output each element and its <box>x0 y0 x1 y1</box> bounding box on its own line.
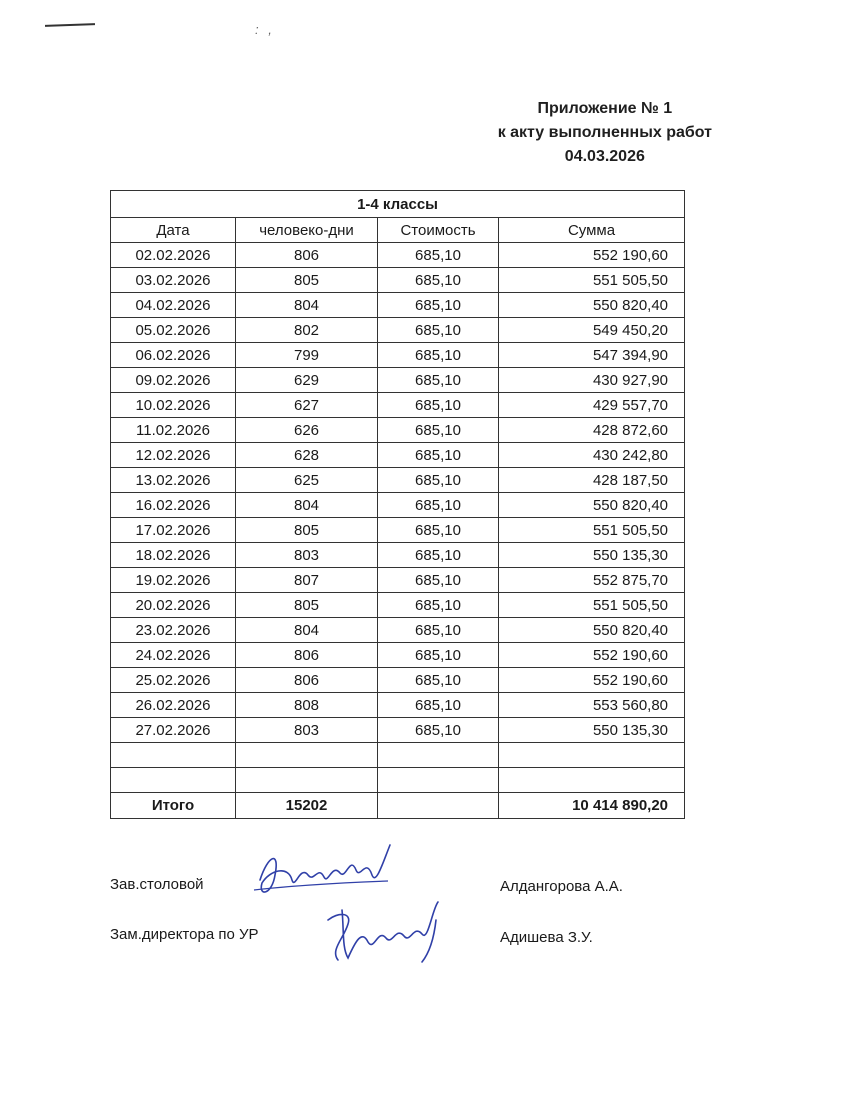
sum-cell: 428 187,50 <box>499 468 685 493</box>
sum-cell: 551 505,50 <box>499 593 685 618</box>
person-days-cell: 628 <box>236 443 378 468</box>
cost-cell: 685,10 <box>378 618 499 643</box>
appendix-title: Приложение № 1 <box>537 100 673 117</box>
manager-role: Зав.столовой <box>110 876 204 893</box>
deputy-signature <box>318 890 458 970</box>
scan-artifact-line <box>45 23 95 27</box>
table-row <box>111 293 685 318</box>
cost-cell: 685,10 <box>378 693 499 718</box>
date-cell: 19.02.2026 <box>111 568 236 593</box>
person-days-cell: 802 <box>236 318 378 343</box>
cost-cell: 685,10 <box>378 343 499 368</box>
table-row <box>111 268 685 293</box>
table-row <box>111 668 685 693</box>
cost-cell: 685,10 <box>378 568 499 593</box>
empty-row <box>111 743 685 768</box>
column-header-cost: Стоимость <box>378 218 499 243</box>
deputy-role: Зам.директора по УР <box>110 926 259 943</box>
person-days-cell: 805 <box>236 268 378 293</box>
empty-row <box>111 768 685 793</box>
sum-cell: 553 560,80 <box>499 693 685 718</box>
sum-cell: 428 872,60 <box>499 418 685 443</box>
person-days-cell: 625 <box>236 468 378 493</box>
person-days-cell: 804 <box>236 293 378 318</box>
person-days-cell: 629 <box>236 368 378 393</box>
total-days: 15202 <box>236 793 378 819</box>
table-row <box>111 318 685 343</box>
empty-cell <box>378 743 499 768</box>
date-cell: 09.02.2026 <box>111 368 236 393</box>
column-header-date: Дата <box>111 218 236 243</box>
person-days-cell: 804 <box>236 618 378 643</box>
person-days-cell: 803 <box>236 718 378 743</box>
sum-cell: 552 190,60 <box>499 668 685 693</box>
sum-cell: 550 820,40 <box>499 493 685 518</box>
table-row <box>111 393 685 418</box>
person-days-cell: 806 <box>236 643 378 668</box>
sum-cell: 551 505,50 <box>499 518 685 543</box>
scan-artifact-dots: : , <box>255 22 275 37</box>
person-days-cell: 803 <box>236 543 378 568</box>
person-days-cell: 807 <box>236 568 378 593</box>
table-row <box>111 518 685 543</box>
sum-cell: 429 557,70 <box>499 393 685 418</box>
sum-cell: 552 875,70 <box>499 568 685 593</box>
empty-cell <box>499 768 685 793</box>
empty-cell <box>378 768 499 793</box>
empty-cell <box>236 768 378 793</box>
date-cell: 23.02.2026 <box>111 618 236 643</box>
empty-cell <box>236 743 378 768</box>
column-header-person-days: человеко-дни <box>236 218 378 243</box>
table-row <box>111 643 685 668</box>
document-header <box>498 97 712 169</box>
cost-cell: 685,10 <box>378 643 499 668</box>
date-cell: 25.02.2026 <box>111 668 236 693</box>
total-cost <box>378 793 499 819</box>
appendix-subtitle: к акту выполненных работ <box>497 124 712 141</box>
table-title: 1-4 классы <box>111 191 685 218</box>
date-cell: 10.02.2026 <box>111 393 236 418</box>
appendix-date: 04.03.2026 <box>564 148 645 165</box>
deputy-name: Адишева З.У. <box>500 929 593 946</box>
empty-cell <box>499 743 685 768</box>
total-row <box>111 793 685 819</box>
empty-cell <box>111 743 236 768</box>
person-days-cell: 808 <box>236 693 378 718</box>
person-days-cell: 804 <box>236 493 378 518</box>
person-days-cell: 806 <box>236 668 378 693</box>
date-cell: 11.02.2026 <box>111 418 236 443</box>
total-label: Итого <box>111 793 236 819</box>
table-row <box>111 343 685 368</box>
cost-cell: 685,10 <box>378 318 499 343</box>
sum-cell: 551 505,50 <box>499 268 685 293</box>
sum-cell: 552 190,60 <box>499 243 685 268</box>
cost-cell: 685,10 <box>378 418 499 443</box>
date-cell: 12.02.2026 <box>111 443 236 468</box>
person-days-cell: 799 <box>236 343 378 368</box>
cost-cell: 685,10 <box>378 668 499 693</box>
cost-cell: 685,10 <box>378 368 499 393</box>
table-row <box>111 243 685 268</box>
cost-cell: 685,10 <box>378 293 499 318</box>
sum-cell: 550 820,40 <box>499 618 685 643</box>
cost-cell: 685,10 <box>378 543 499 568</box>
date-cell: 27.02.2026 <box>111 718 236 743</box>
table-row <box>111 418 685 443</box>
sum-cell: 550 820,40 <box>499 293 685 318</box>
empty-cell <box>111 768 236 793</box>
person-days-cell: 806 <box>236 243 378 268</box>
cost-cell: 685,10 <box>378 718 499 743</box>
sum-cell: 547 394,90 <box>499 343 685 368</box>
date-cell: 16.02.2026 <box>111 493 236 518</box>
date-cell: 06.02.2026 <box>111 343 236 368</box>
date-cell: 17.02.2026 <box>111 518 236 543</box>
cost-cell: 685,10 <box>378 243 499 268</box>
column-header-sum: Сумма <box>499 218 685 243</box>
table-header-row <box>111 218 685 243</box>
sum-cell: 550 135,30 <box>499 543 685 568</box>
report-table <box>110 190 685 819</box>
cost-cell: 685,10 <box>378 593 499 618</box>
sum-cell: 552 190,60 <box>499 643 685 668</box>
person-days-cell: 805 <box>236 518 378 543</box>
table-row <box>111 618 685 643</box>
table-row <box>111 368 685 393</box>
cost-cell: 685,10 <box>378 268 499 293</box>
table-row <box>111 468 685 493</box>
date-cell: 13.02.2026 <box>111 468 236 493</box>
table-row <box>111 543 685 568</box>
sum-cell: 430 242,80 <box>499 443 685 468</box>
total-sum: 10 414 890,20 <box>499 793 685 819</box>
table-row <box>111 693 685 718</box>
cost-cell: 685,10 <box>378 493 499 518</box>
date-cell: 04.02.2026 <box>111 293 236 318</box>
sum-cell: 550 135,30 <box>499 718 685 743</box>
date-cell: 20.02.2026 <box>111 593 236 618</box>
date-cell: 05.02.2026 <box>111 318 236 343</box>
manager-name: Алдангорова А.А. <box>500 878 623 895</box>
sum-cell: 430 927,90 <box>499 368 685 393</box>
table-row <box>111 493 685 518</box>
date-cell: 02.02.2026 <box>111 243 236 268</box>
date-cell: 03.02.2026 <box>111 268 236 293</box>
cost-cell: 685,10 <box>378 443 499 468</box>
cost-cell: 685,10 <box>378 518 499 543</box>
cost-cell: 685,10 <box>378 468 499 493</box>
table-title-row <box>111 191 685 218</box>
table-row <box>111 718 685 743</box>
person-days-cell: 626 <box>236 418 378 443</box>
table-row <box>111 593 685 618</box>
date-cell: 24.02.2026 <box>111 643 236 668</box>
person-days-cell: 805 <box>236 593 378 618</box>
date-cell: 26.02.2026 <box>111 693 236 718</box>
table-row <box>111 568 685 593</box>
table-row <box>111 443 685 468</box>
date-cell: 18.02.2026 <box>111 543 236 568</box>
sum-cell: 549 450,20 <box>499 318 685 343</box>
person-days-cell: 627 <box>236 393 378 418</box>
cost-cell: 685,10 <box>378 393 499 418</box>
